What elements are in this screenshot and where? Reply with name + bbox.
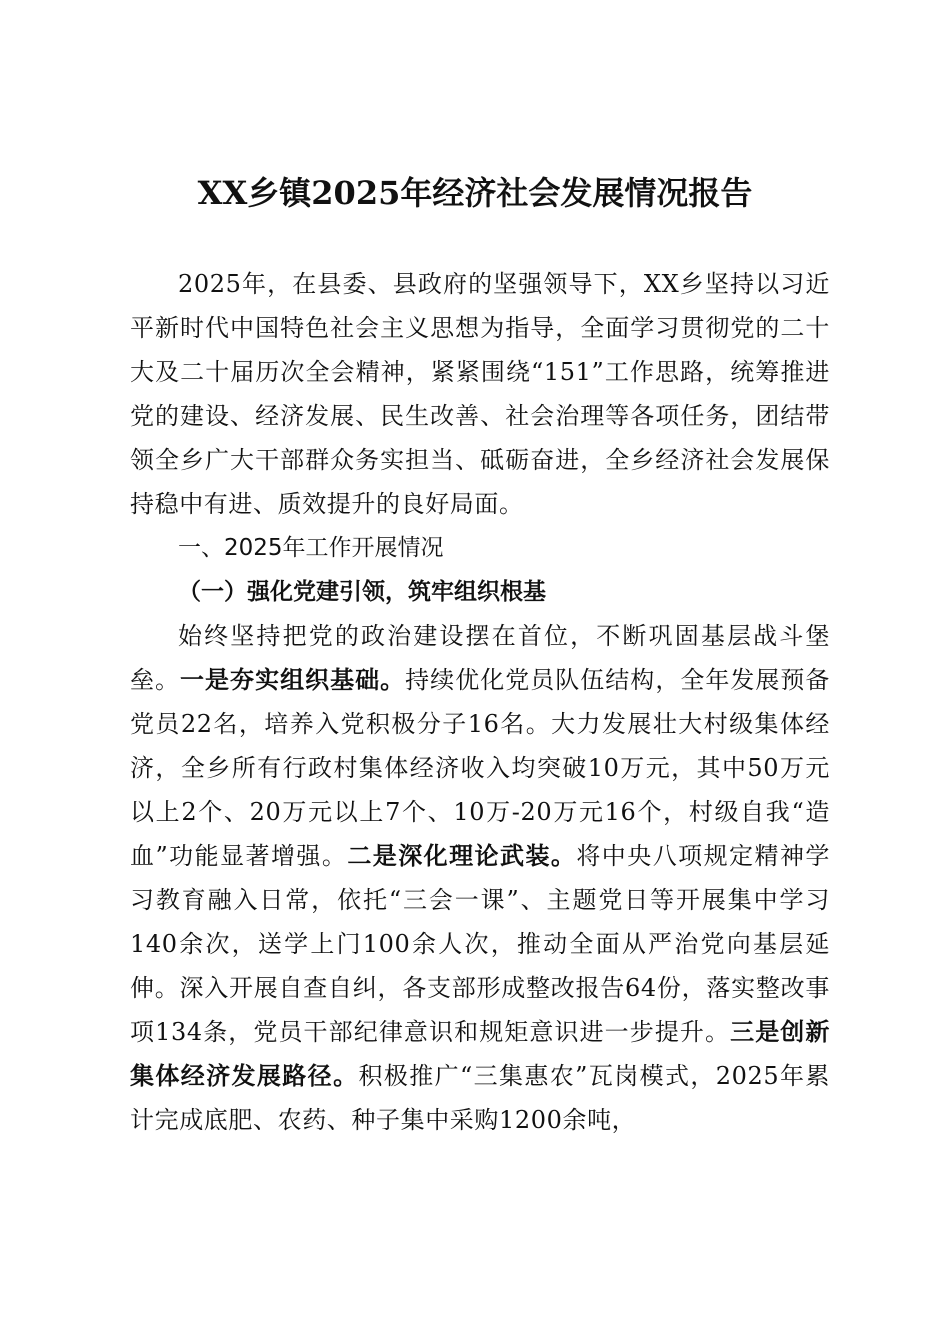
subsection-paragraph (130, 614, 830, 1142)
intro-paragraph: 2025年，在县委、县政府的坚强领导下，XX乡坚持以习近平新时代中国特色社会主义思想为指导，全面学习贯彻党的二十大及二十届历次全会精神，紧紧围绕“151”工作思路，统筹推进党的建设、经济发展、民生改善、社会治理等各项任务，团结带领全乡广大干部群众务实担当、砥砺奋进，全乡经济社会发展保持稳中有进、质效提升的良好局面。 (130, 270, 830, 518)
point-two-text: 将中央八项规定精神学习教育融入日常，依托“三会一课”、主题党日等开展集中学习140余次，送学上门100余人次，推动全面从严治党向基层延伸。深入开展自查自纠，各支部形成整改报告64份，落实整改事项134条，党员干部纪律意识和规矩意识进一步提升。 (130, 842, 830, 1046)
document-body (130, 262, 830, 1142)
subsection-heading: （一）强化党建引领，筑牢组织根基 (178, 579, 546, 605)
point-three-title: 三是创新集体经济发展路径。 (130, 1018, 830, 1090)
point-one-text: 持续优化党员队伍结构，全年发展预备党员22名，培养入党积极分子16名。大力发展壮大村级集体经济，全乡所有行政村集体经济收入均突破10万元，其中50万元以上2个、20万元以上7个、10万-20万元16个，村级自我“造血”功能显著增强。 (130, 666, 831, 870)
point-three-text: 积极推广“三集惠农”瓦岗模式，2025年累计完成底肥、农药、种子集中采购1200余吨， (130, 1062, 830, 1134)
point-two-title: 二是深化理论武装。 (347, 842, 577, 870)
lead-sentence: 始终坚持把党的政治建设摆在首位，不断巩固基层战斗堡垒。 (130, 622, 830, 694)
document-title: XX乡镇2025年经济社会发展情况报告 (197, 174, 753, 212)
point-one-title: 一是夯实组织基础。 (180, 666, 406, 694)
section-heading: 一、2025年工作开展情况 (178, 535, 444, 561)
